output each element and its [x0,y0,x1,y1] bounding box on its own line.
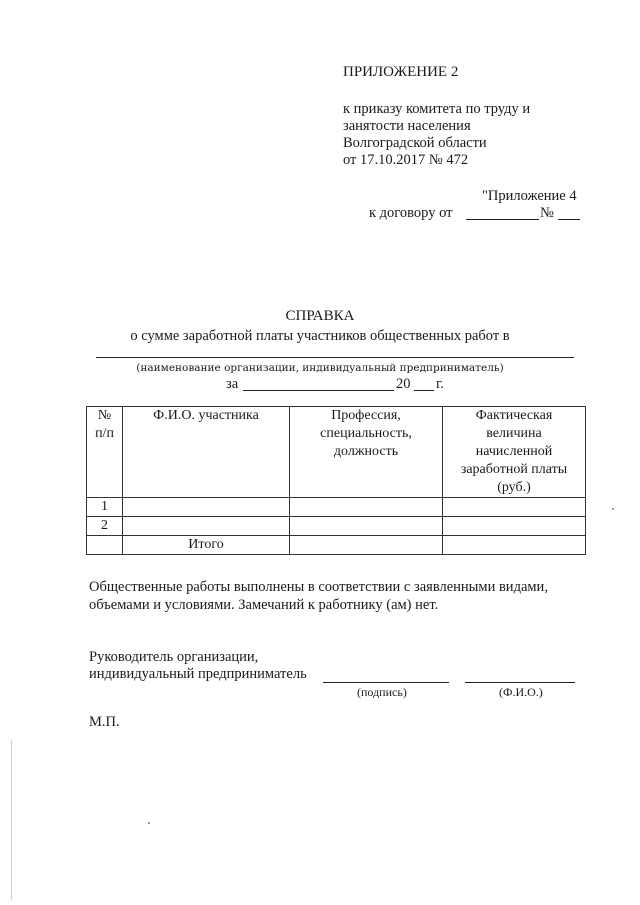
header-amount-line-3: начисленной [475,444,553,459]
document-title: СПРАВКА [285,308,355,324]
row-fio-cell [123,498,290,517]
header-fio [123,407,290,498]
scan-speck [612,508,614,510]
contract-date-blank [466,219,539,220]
header-amount-line-1: Фактическая [475,408,553,423]
organization-caption: (наименование организации, индивидуальный предприниматель) [136,362,504,374]
salary-table [86,406,586,555]
header-profession-line-3: должность [333,444,399,459]
header-amount-line-2: величина [486,426,542,441]
header-fio-label: Ф.И.О. участника [153,408,259,423]
name-caption: (Ф.И.О.) [499,685,543,699]
statement-line-2: объемами и условиями. Замечаний к работнику (ам) нет. [89,597,439,613]
signature-line-1: Руководитель организации, [89,649,259,665]
header-num-line-2: п/п [95,426,114,441]
table-header-row [87,407,586,498]
statement-line-1: Общественные работы выполнены в соответствии с заявленными видами, [89,579,548,595]
header-num-line-1: № [97,408,112,423]
period-prefix: за [226,376,239,392]
organization-name-blank [96,357,574,358]
order-line-1: к приказу комитета по труду и [343,101,531,117]
period-suffix: г. [436,376,444,392]
name-blank [465,682,575,683]
order-line-2: занятости населения [343,118,471,134]
document-subtitle: о сумме заработной платы участников общественных работ в [130,328,510,344]
table-total-row [87,536,586,555]
signature-caption: (подпись) [357,685,407,699]
header-amount-line-4: заработной платы [460,462,568,477]
total-num-cell [87,536,123,555]
scan-speck [148,822,150,824]
contract-number-sign: № [540,205,554,221]
header-num [87,407,123,498]
signature-blank [323,682,449,683]
table-row [87,498,586,517]
scan-edge-mark [11,740,12,900]
header-amount [443,407,586,498]
period-date-blank [243,390,394,391]
total-amount-cell [443,536,586,555]
row-amount-cell [443,498,586,517]
total-label: Итого [123,536,290,555]
signature-line-2: индивидуальный предприниматель [89,666,307,682]
stamp-label: М.П. [89,714,120,730]
total-profession-cell [290,536,443,555]
table-row [87,517,586,536]
row-num: 1 [87,498,123,517]
order-line-4: от 17.10.2017 № 472 [343,152,469,168]
contract-number-blank [558,219,580,220]
appendix-title: ПРИЛОЖЕНИЕ 2 [343,64,459,80]
header-profession [290,407,443,498]
row-num: 2 [87,517,123,536]
header-amount-line-5: (руб.) [497,480,531,495]
row-profession-cell [290,517,443,536]
header-profession-line-1: Профессия, [331,408,401,423]
row-fio-cell [123,517,290,536]
period-year-blank [414,390,434,391]
order-line-3: Волгоградской области [343,135,487,151]
row-amount-cell [443,517,586,536]
header-profession-line-2: специальность, [320,426,412,441]
row-profession-cell [290,498,443,517]
ref-contract-prefix: к договору от [369,205,453,221]
ref-appendix: "Приложение 4 [482,188,577,204]
period-year-prefix: 20 [396,376,411,392]
